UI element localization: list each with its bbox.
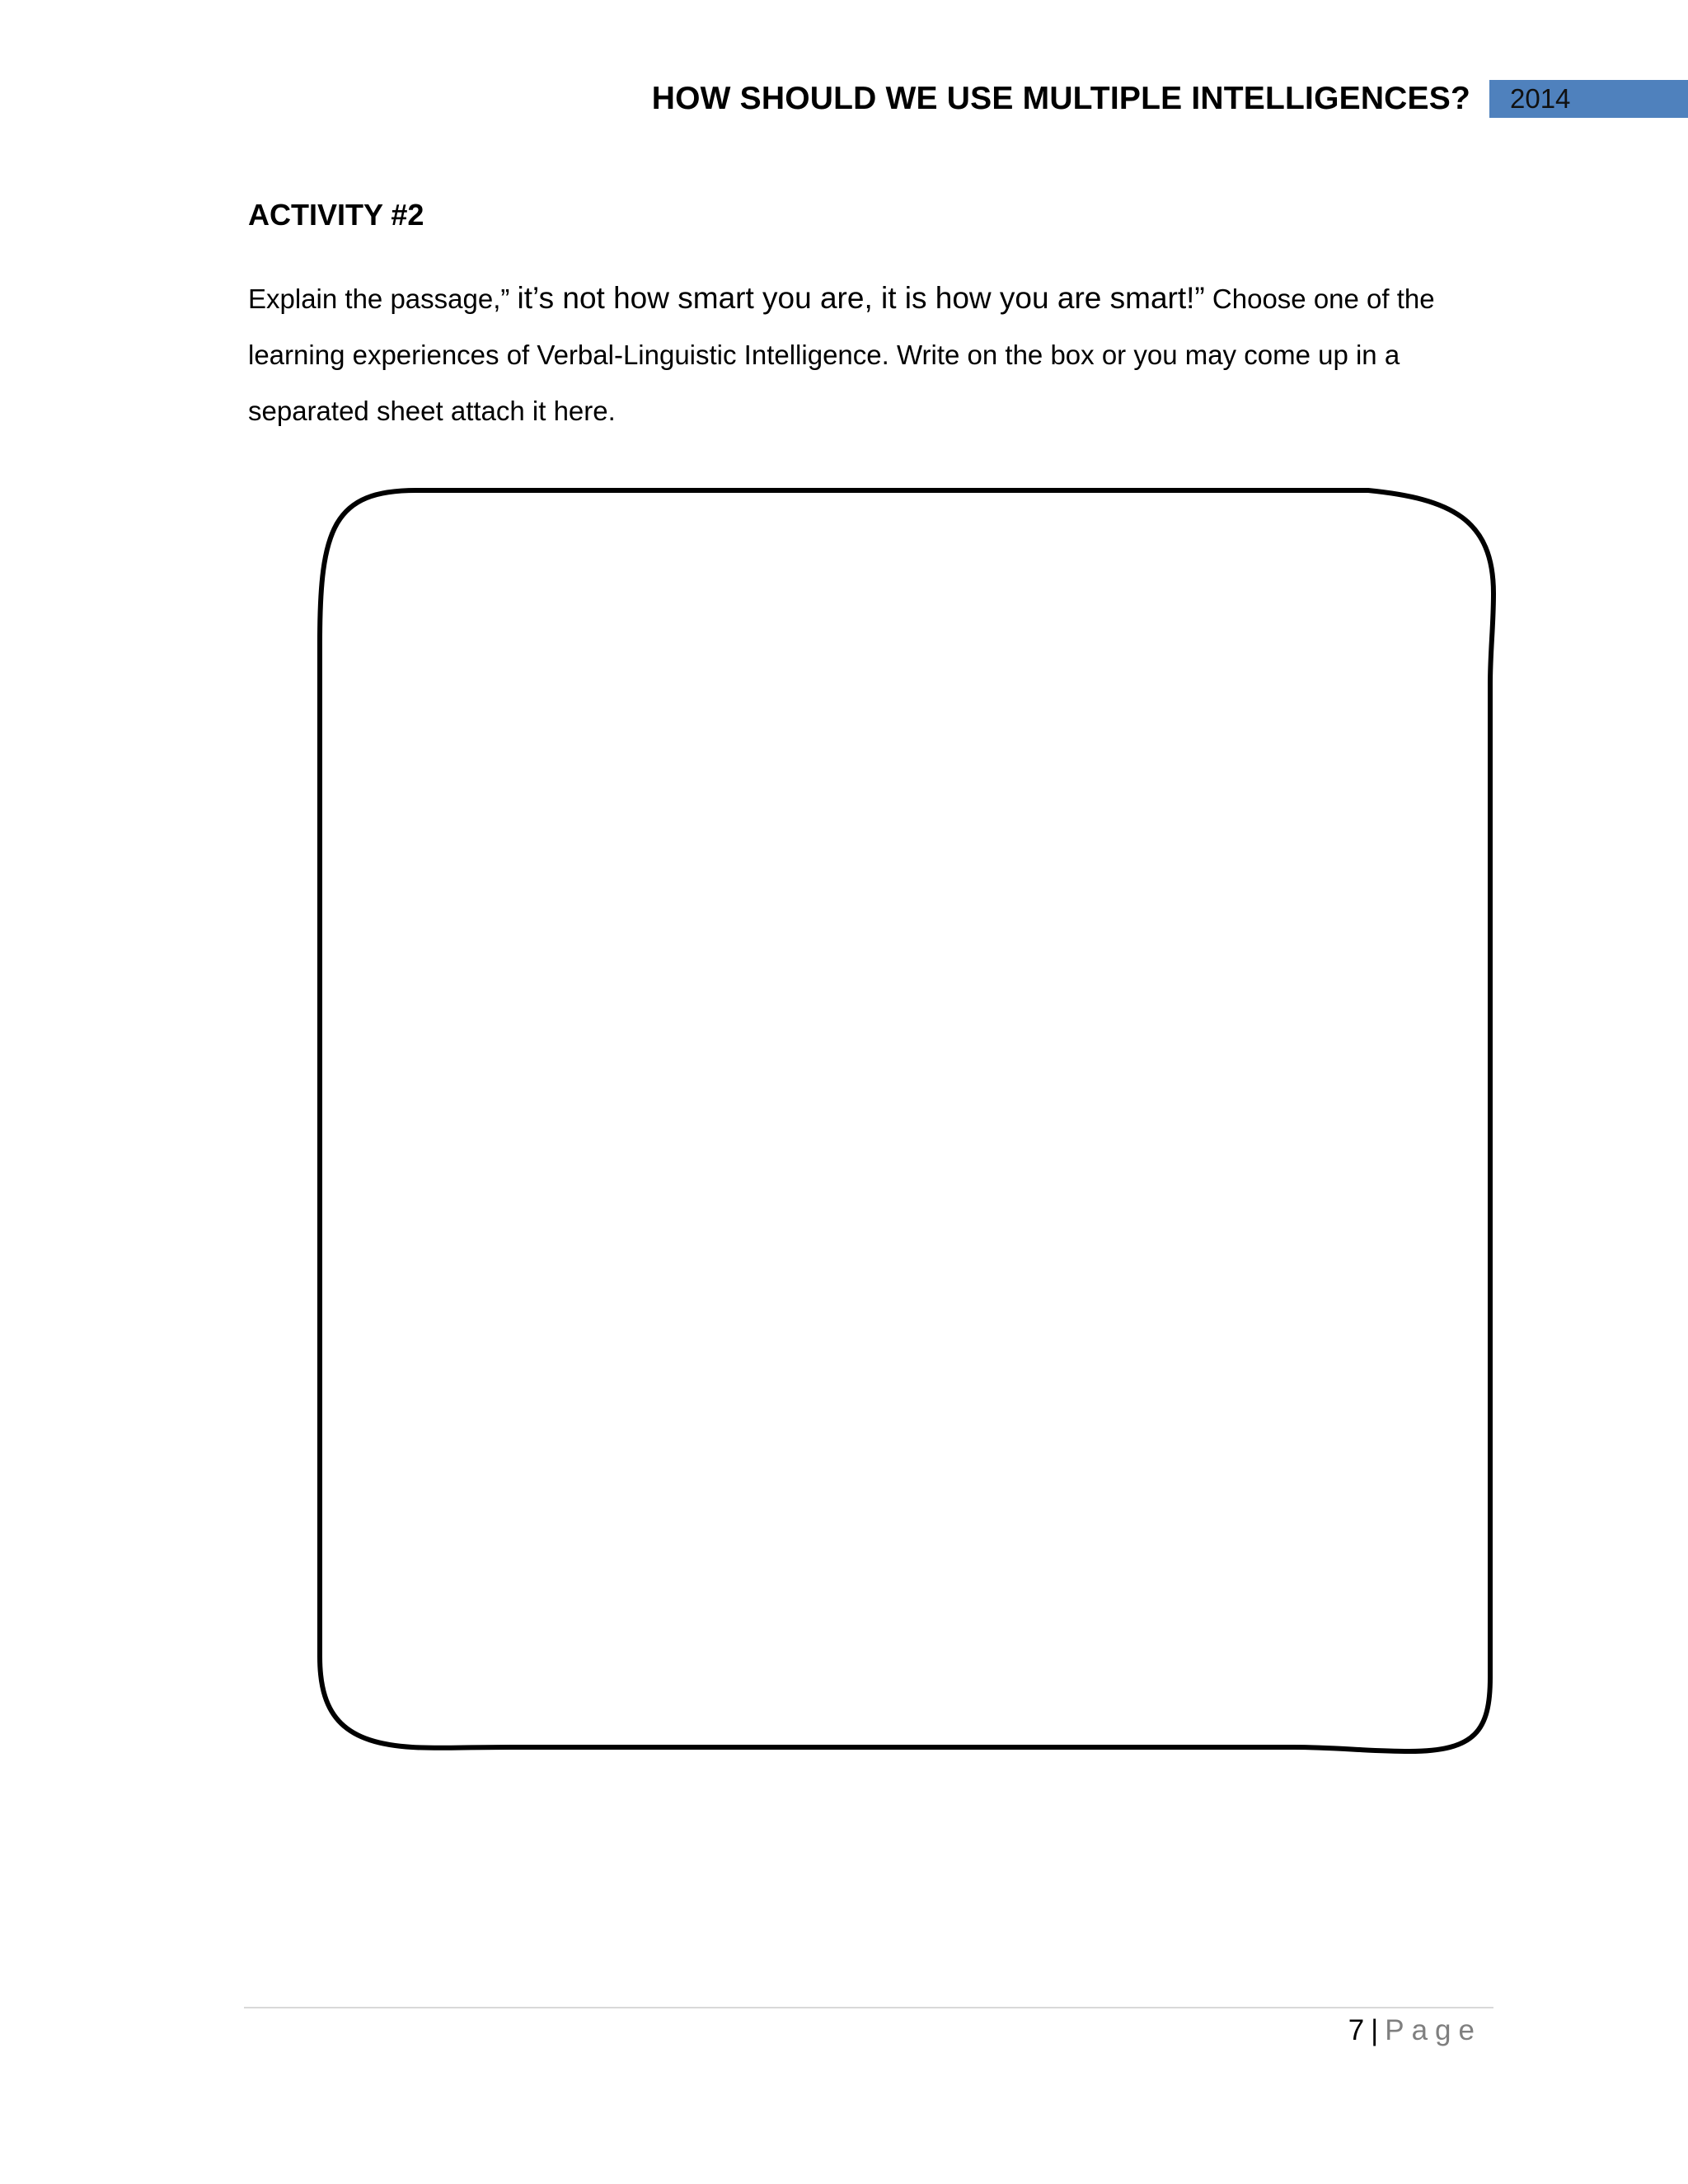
answer-box-outline: [320, 490, 1493, 1751]
page-number: 7: [1348, 2014, 1365, 2046]
activity-heading: ACTIVITY #2: [248, 198, 424, 232]
footer-separator: |: [1371, 2014, 1379, 2046]
footer-divider: [244, 2007, 1493, 2008]
instructions-quote: it’s not how smart you are, it is how you are smart!”: [517, 281, 1205, 315]
instructions-intro: Explain the passage,”: [248, 284, 518, 314]
page-footer: [1348, 2014, 1482, 2047]
header-year-badge: 2014: [1489, 80, 1688, 118]
document-header-title: HOW SHOULD WE USE MULTIPLE INTELLIGENCES?: [651, 81, 1470, 116]
activity-instructions: [248, 270, 1468, 439]
instructions-rest: Choose one of the learning experiences of Verbal-Linguistic Intelligence. Write on the box or you may come up in a separated sheet attach it here.: [248, 284, 1435, 426]
page-label: Page: [1385, 2014, 1482, 2046]
